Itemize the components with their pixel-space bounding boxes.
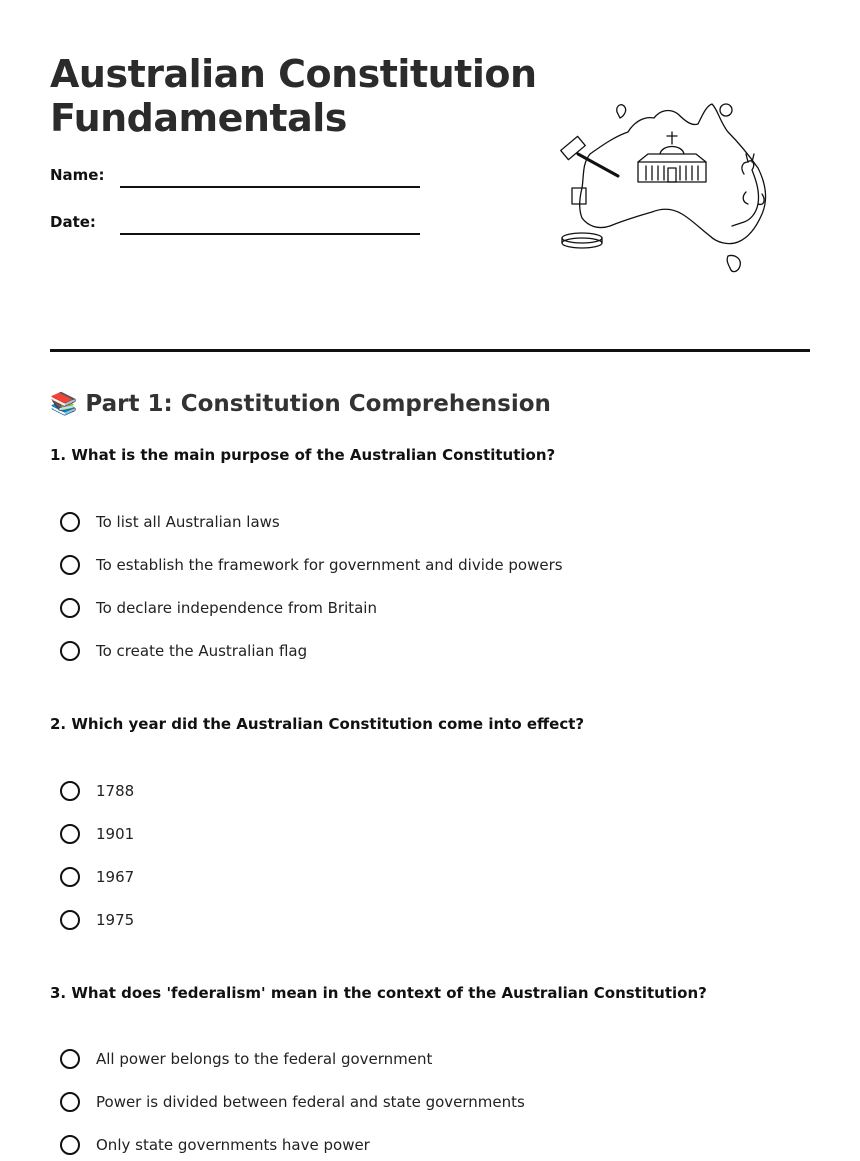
option-label: Only state governments have power <box>96 1136 370 1154</box>
option-label: 1967 <box>96 868 135 886</box>
australia-outline <box>580 104 766 244</box>
date-line[interactable] <box>120 233 420 235</box>
question-3-option-1[interactable] <box>60 1046 432 1072</box>
radio-button[interactable] <box>60 910 80 930</box>
section-title-text: Part 1: Constitution Comprehension <box>85 391 551 417</box>
question-2-option-4[interactable] <box>60 907 134 933</box>
date-label: Date: <box>50 213 96 231</box>
parliament-icon <box>638 132 706 182</box>
question-1-option-2[interactable] <box>60 552 563 578</box>
option-label: All power belongs to the federal government <box>96 1050 433 1068</box>
option-label: 1975 <box>96 911 135 929</box>
worksheet-title <box>50 52 537 140</box>
question-2-option-3[interactable] <box>60 864 134 890</box>
question-3: 3. What does 'federalism' mean in the context of the Australian Constitution? <box>50 984 707 1002</box>
radio-button[interactable] <box>60 1092 80 1112</box>
radio-button[interactable] <box>60 1049 80 1069</box>
option-label: 1901 <box>96 825 135 843</box>
option-label: To declare independence from Britain <box>96 599 377 617</box>
option-label: To list all Australian laws <box>96 513 280 531</box>
radio-button[interactable] <box>60 598 80 618</box>
question-3-option-3[interactable] <box>60 1132 370 1158</box>
option-label: Power is divided between federal and state governments <box>96 1093 525 1111</box>
question-2-option-2[interactable] <box>60 821 134 847</box>
radio-button[interactable] <box>60 824 80 844</box>
question-2-option-1[interactable] <box>60 778 134 804</box>
option-label: To create the Australian flag <box>96 642 308 660</box>
title-line-1: Australian Constitution <box>50 52 537 96</box>
section-title <box>50 390 551 419</box>
radio-button[interactable] <box>60 555 80 575</box>
name-label: Name: <box>50 166 105 184</box>
tasmania-outline <box>727 255 740 271</box>
question-1-option-1[interactable] <box>60 509 280 535</box>
question-2: 2. Which year did the Australian Constitution come into effect? <box>50 715 585 733</box>
option-label: 1788 <box>96 782 135 800</box>
kangaroo-icon <box>732 154 764 226</box>
section-divider <box>50 349 810 352</box>
radio-button[interactable] <box>60 867 80 887</box>
option-label: To establish the framework for government and divide powers <box>96 556 563 574</box>
gavel-icon <box>561 136 618 248</box>
name-line[interactable] <box>120 186 420 188</box>
books-icon: 📚 <box>50 392 78 417</box>
radio-button[interactable] <box>60 641 80 661</box>
radio-button[interactable] <box>60 1135 80 1155</box>
radio-button[interactable] <box>60 512 80 532</box>
question-3-option-2[interactable] <box>60 1089 525 1115</box>
australia-map-illustration-icon <box>552 96 782 281</box>
radio-button[interactable] <box>60 781 80 801</box>
question-1-option-4[interactable] <box>60 638 307 664</box>
question-1: 1. What is the main purpose of the Australian Constitution? <box>50 446 556 464</box>
question-1-option-3[interactable] <box>60 595 377 621</box>
title-line-2: Fundamentals <box>50 96 347 140</box>
